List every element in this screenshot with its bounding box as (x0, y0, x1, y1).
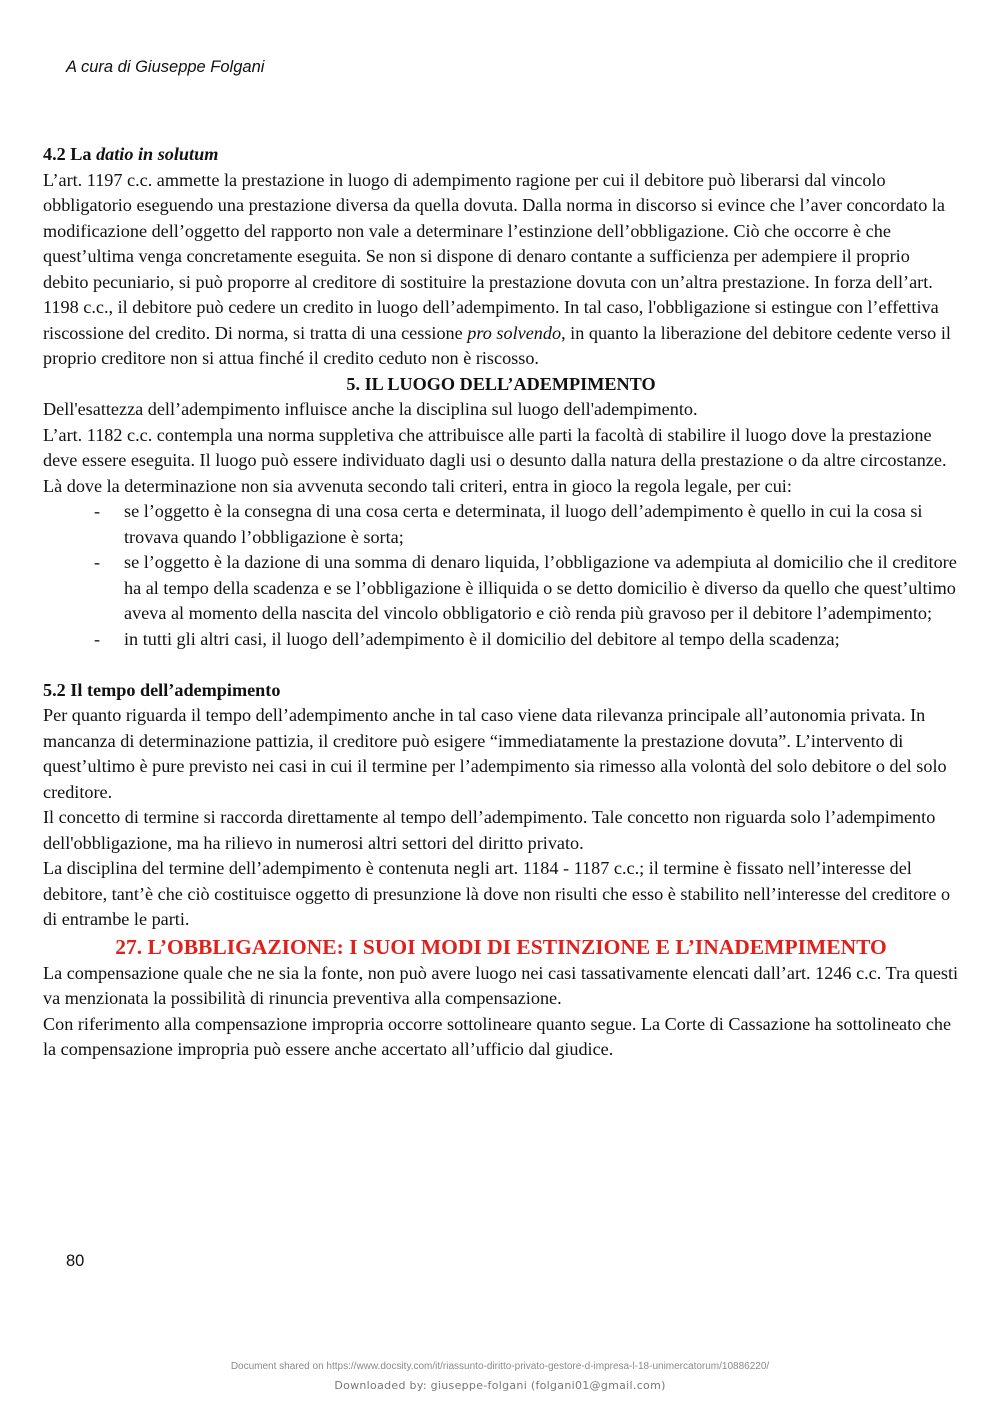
section-5-body: L’art. 1182 c.c. contempla una norma suppletiva che attribuisce alle parti la facoltà di stabilire il luogo dove la prestazione deve essere eseguita. Il luogo può essere individuato dagli usi o desunto dalla natura della prestazione o da altre circostanze. Là dove la determinazione non sia avvenuta secondo tali criteri, entra in gioco la regola legale, per cui: (43, 424, 947, 496)
list-dash: - (94, 501, 101, 521)
list-item-text: se l’oggetto è la consegna di una cosa certa e determinata, il luogo dell’adempimento è quello in cui la cosa si trovava quando l’obbligazione è sorta; (124, 501, 923, 547)
page-number: 80 (66, 1252, 85, 1270)
section-5-2-paragraph: La disciplina del termine dell’adempimento è contenuta negli art. 1184 - 1187 c.c.; il termine è fissato nell’interesse del debitore, tant’è che ciò costituisce oggetto di presunzione là dove non risulti che esso è stabilito nell’interesse del creditore o di entrambe le parti. (43, 858, 951, 929)
section-5-heading: 5. IL LUOGO DELL’ADEMPIMENTO (346, 373, 656, 394)
section-4-2-heading-italic: datio in solutum (96, 144, 219, 164)
list-item-text: in tutti gli altri casi, il luogo dell’adempimento è il domicilio del debitore al tempo della scadenza; (124, 628, 840, 649)
page-header-author: A cura di Giuseppe Folgani (66, 58, 265, 76)
chapter-27-paragraph: Con riferimento alla compensazione impropria occorre sottolineare quanto segue. La Corte di Cassazione ha sottolineato che la compensazione impropria può essere anche accertato all’ufficio dal giudice. (43, 1013, 952, 1059)
section-5-list (43, 499, 959, 652)
footer-downloaded-by: Downloaded by: giuseppe-folgani (folgani01@gmail.com) (334, 1379, 666, 1392)
section-4-2-heading (43, 142, 959, 168)
chapter-27-paragraph: La compensazione quale che ne sia la fonte, non può avere luogo nei casi tassativamente elencati dall’art. 1246 c.c. Tra questi va menzionata la possibilità di rinuncia preventiva alla compensazione. (43, 962, 959, 1008)
section-4-2-body-italic: pro solvendo (467, 322, 562, 343)
chapter-27-heading: 27. L’OBBLIGAZIONE: I SUOI MODI DI ESTINZIONE E L’INADEMPIMENTO (115, 934, 887, 959)
list-item (43, 627, 959, 653)
section-4-2-heading-prefix: 4.2 La (43, 144, 97, 164)
section-4-2-body-part2: , in quanto la liberazione del debitore cedente verso il proprio creditore non si attua finché il credito ceduto non è riscosso. (43, 322, 951, 368)
section-4-2-body (43, 168, 959, 372)
list-item (43, 499, 959, 550)
footer-shared-link[interactable]: Document shared on https://www.docsity.com/it/riassunto-diritto-privato-gestore-d-impresa-l-18-unimercatorum/10886220/ (230, 1361, 770, 1372)
section-5-2-paragraph: Per quanto riguarda il tempo dell’adempimento anche in tal caso viene data rilevanza principale all’autonomia privata. In mancanza di determinazione pattizia, il creditore può esigere “immediatamente la prestazione dovuta”. L’intervento di quest’ultimo è pure previsto nei casi in cui il termine per l’adempimento sia rimesso alla volontà del solo debitore o del solo creditore. (43, 705, 947, 802)
section-4-2-body-part1: L’art. 1197 c.c. ammette la prestazione in luogo di adempimento ragione per cui il debitore può liberarsi dal vincolo obbligatorio eseguendo una prestazione diversa da quella dovuta. Dalla norma in discorso si evince che l’aver concordato la modificazione dell’oggetto del rapporto non vale a determinare l’estinzione dell’obbligazione. Ciò che occorre è che quest’ultima venga concretamente eseguita. Se non si dispone di denaro contante a sufficienza per adempiere il proprio debito pecuniario, si può proporre al creditore di sostituire la prestazione dovuta con un’altra prestazione. In forza dell’art. 1198 c.c., il debitore può cedere un credito in luogo dell’adempimento. In tal caso, l'obbligazione si estingue con l’effettiva riscossione del credito. Di norma, si tratta di una cessione (43, 169, 945, 343)
section-5-2-paragraph: Il concetto di termine si raccorda direttamente al tempo dell’adempimento. Tale concetto non riguarda solo l’adempimento dell'obbligazione, ma ha rilievo in numerosi altri settori del diritto privato. (43, 807, 936, 853)
list-item-text: se l’oggetto è la dazione di una somma di denaro liquida, l’obbligazione va adempiuta al domicilio che il creditore ha al tempo della scadenza e se l’obbligazione è illiquida o se detto domicilio è diverso da quello che quest’ultimo aveva al momento della nascita del vincolo obbligatorio e ciò renda più gravoso per il debitore l’adempimento; (124, 552, 957, 623)
list-dash: - (94, 552, 101, 572)
list-dash: - (94, 628, 101, 649)
list-item (43, 550, 959, 627)
page-content (43, 142, 959, 1063)
section-5-2-heading: 5.2 Il tempo dell’adempimento (43, 679, 281, 700)
section-5-intro: Dell'esattezza dell’adempimento influisce anche la disciplina sul luogo dell'adempimento. (43, 399, 698, 419)
spacer (43, 652, 959, 678)
